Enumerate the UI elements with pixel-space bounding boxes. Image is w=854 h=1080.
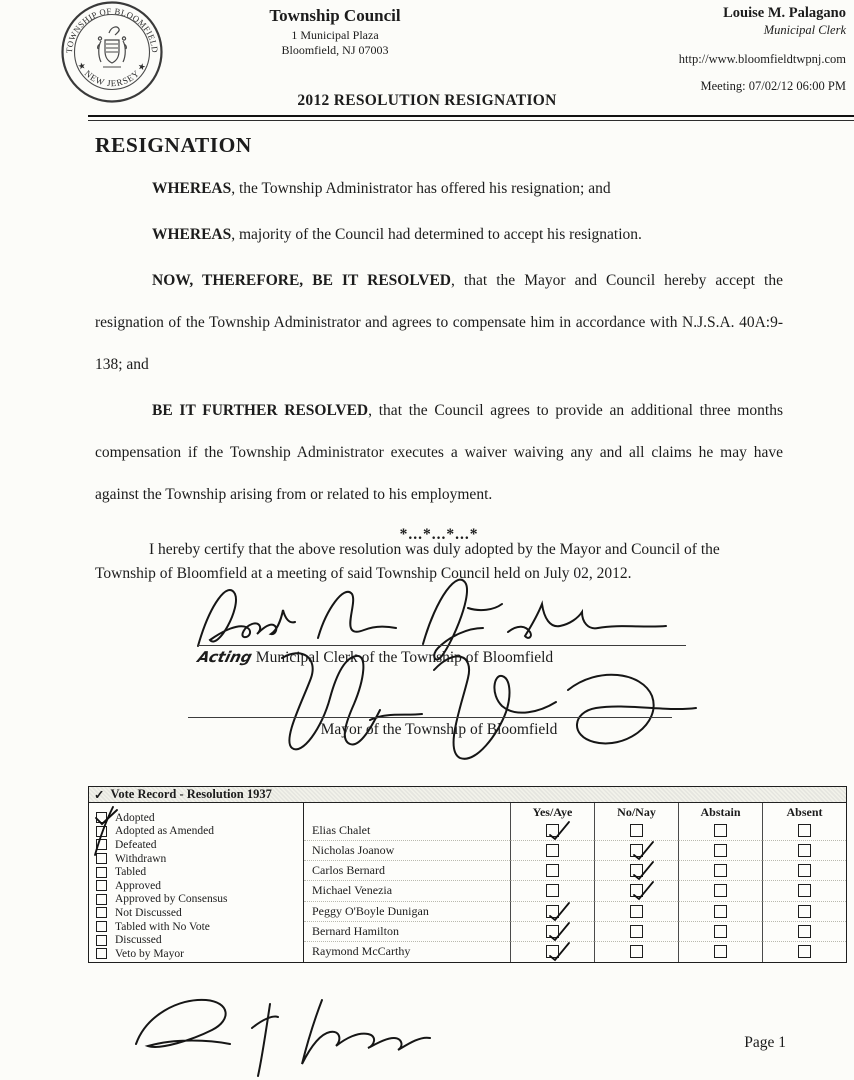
mayor-signature-label: Mayor of the Township of Bloomfield	[320, 721, 558, 738]
roll-header-spacer	[304, 803, 510, 821]
vote-checkbox[interactable]	[546, 844, 559, 857]
vote-cell	[510, 841, 594, 861]
paragraph-lead: WHEREAS	[152, 226, 232, 243]
vote-cell	[762, 861, 846, 881]
vote-column-header: Absent	[762, 803, 846, 821]
paragraph-whereas-1	[95, 168, 783, 210]
vote-status-option	[96, 933, 303, 947]
vote-checkbox[interactable]	[630, 884, 643, 897]
website-text: http://www.bloomfieldtwpnj.com	[678, 52, 846, 66]
status-checkbox[interactable]	[96, 907, 107, 918]
clerk-signature-line	[198, 645, 686, 646]
asterisk-separator: *...*...*...*	[399, 526, 479, 543]
document-title: 2012 RESOLUTION RESIGNATION	[297, 92, 557, 109]
vote-roll-grid	[304, 803, 846, 962]
vote-checkbox[interactable]	[546, 945, 559, 958]
vote-cell	[762, 841, 846, 861]
vote-checkbox[interactable]	[714, 864, 727, 877]
status-label: Defeated	[115, 838, 157, 851]
paragraph-text: , that the Mayor and Council hereby accept the resignation of the Township Administrator and agrees to compensate him in accordance with N.J.S.A. 40A:9-138; and	[95, 272, 783, 373]
resignation-heading: RESIGNATION	[95, 133, 252, 157]
council-header	[228, 6, 442, 58]
vote-checkbox[interactable]	[798, 864, 811, 877]
council-title: Township Council	[269, 6, 401, 25]
vote-cell	[762, 881, 846, 901]
vote-checkbox[interactable]	[798, 945, 811, 958]
clerk-label-text: Municipal Clerk of the Township of Bloomfield	[255, 649, 554, 666]
paragraph-whereas-2	[95, 214, 783, 256]
paragraph-lead: NOW, THEREFORE, BE IT RESOLVED	[152, 272, 451, 289]
clerk-name: Louise M. Palagano	[723, 5, 846, 21]
vote-checkbox[interactable]	[798, 925, 811, 938]
checkmark-icon: ✓	[94, 787, 105, 802]
status-checkbox[interactable]	[96, 921, 107, 932]
vote-column-header: No/Nay	[594, 803, 678, 821]
vote-status-list	[89, 803, 304, 962]
vote-checkbox[interactable]	[630, 925, 643, 938]
vote-cell	[678, 861, 762, 881]
meeting-datetime: Meeting: 07/02/12 06:00 PM	[700, 79, 846, 93]
vote-cell	[594, 922, 678, 942]
status-checkbox[interactable]	[96, 880, 107, 891]
member-name: Michael Venezia	[304, 881, 510, 901]
paragraph-resolved	[95, 260, 783, 386]
status-label: Adopted	[115, 811, 155, 824]
vote-checkbox[interactable]	[546, 824, 559, 837]
vote-checkbox[interactable]	[546, 864, 559, 877]
vote-cell	[762, 821, 846, 841]
vote-cell	[510, 821, 594, 841]
adopted-handwritten-check-icon	[90, 803, 126, 861]
clerk-signature-label	[195, 648, 554, 667]
certification-paragraph: I hereby certify that the above resolution was duly adopted by the Mayor and Council of the Township of Bloomfield at a meeting of said Township Council held on July 02, 2012.	[95, 541, 720, 582]
title-divider-rule	[88, 115, 854, 121]
vote-cell	[762, 922, 846, 942]
vote-checkbox[interactable]	[630, 905, 643, 918]
vote-status-option	[96, 865, 303, 879]
vote-cell	[510, 942, 594, 962]
paragraph-text: , the Township Administrator has offered his resignation; and	[231, 180, 611, 197]
status-label: Adopted as Amended	[115, 825, 215, 838]
status-checkbox[interactable]	[96, 935, 107, 946]
status-label: Approved by Consensus	[115, 893, 228, 906]
vote-cell	[678, 821, 762, 841]
vote-checkbox[interactable]	[714, 945, 727, 958]
vote-column-header: Abstain	[678, 803, 762, 821]
member-name: Bernard Hamilton	[304, 922, 510, 942]
vote-cell	[510, 861, 594, 881]
member-name: Peggy O'Boyle Dunigan	[304, 902, 510, 922]
clerk-header	[546, 5, 846, 94]
vote-cell	[678, 881, 762, 901]
council-address-line2: Bloomfield, NJ 07003	[281, 43, 389, 57]
vote-record-table	[88, 786, 847, 963]
status-label: Tabled	[115, 866, 147, 879]
seal-top-text: TOWNSHIP OF BLOOMFIELD	[63, 6, 161, 54]
vote-status-option	[96, 920, 303, 934]
paragraph-further-resolved	[95, 390, 783, 516]
svg-text:★ NEW JERSEY ★	[76, 60, 149, 88]
vote-checkbox[interactable]	[714, 824, 727, 837]
member-name: Carlos Bernard	[304, 861, 510, 881]
status-label: Tabled with No Vote	[115, 920, 210, 933]
vote-checkbox[interactable]	[714, 925, 727, 938]
vote-cell	[762, 902, 846, 922]
paragraph-text: , majority of the Council had determined to accept his resignation.	[231, 226, 642, 243]
status-label: Veto by Mayor	[115, 947, 184, 960]
vote-checkbox[interactable]	[714, 905, 727, 918]
clerk-title: Municipal Clerk	[763, 23, 846, 37]
paragraph-lead: BE IT FURTHER RESOLVED	[152, 402, 369, 419]
council-address-line1: 1 Municipal Plaza	[291, 28, 379, 42]
member-name: Nicholas Joanow	[304, 841, 510, 861]
coat-of-arms-icon	[98, 27, 127, 67]
vote-checkbox[interactable]	[798, 905, 811, 918]
vote-checkbox[interactable]	[714, 884, 727, 897]
status-checkbox[interactable]	[96, 894, 107, 905]
vote-status-option	[96, 879, 303, 893]
vote-status-option	[96, 906, 303, 920]
vote-status-option	[96, 947, 303, 961]
vote-cell	[678, 922, 762, 942]
paragraph-text: , that the Council agrees to provide an additional three months compensation if the Township Administrator executes a waiver waiving any and all claims he may have against the Township arising from or related to his employment.	[95, 402, 784, 503]
member-name: Elias Chalet	[304, 821, 510, 841]
acting-handwritten-note: Acting	[195, 648, 255, 666]
vote-checkbox[interactable]	[630, 945, 643, 958]
vote-checkbox[interactable]	[798, 884, 811, 897]
vote-cell	[594, 902, 678, 922]
resolution-body	[95, 168, 783, 554]
seal-bottom-text: ★ NEW JERSEY ★	[75, 60, 149, 89]
vote-status-option	[96, 852, 303, 866]
status-checkbox[interactable]	[96, 948, 107, 959]
township-seal	[60, 0, 164, 104]
vote-cell	[678, 942, 762, 962]
vote-status-option	[96, 825, 303, 839]
vote-cell	[678, 841, 762, 861]
vote-status-option	[96, 811, 303, 825]
vote-checkbox[interactable]	[798, 824, 811, 837]
vote-record-title: Vote Record - Resolution 1937	[110, 787, 272, 801]
vote-cell	[678, 902, 762, 922]
member-name: Raymond McCarthy	[312, 944, 411, 959]
vote-column-header: Yes/Aye	[510, 803, 594, 821]
vote-checkbox[interactable]	[714, 844, 727, 857]
status-label: Withdrawn	[115, 852, 167, 865]
vote-record-body	[89, 803, 846, 962]
status-checkbox[interactable]	[96, 867, 107, 878]
vote-cell	[762, 942, 846, 962]
vote-checkbox[interactable]	[798, 844, 811, 857]
vote-status-option	[96, 893, 303, 907]
vote-cell	[594, 881, 678, 901]
mayor-signature-line	[188, 717, 672, 718]
status-label: Not Discussed	[115, 906, 182, 919]
page-number: Page 1	[744, 1034, 786, 1051]
paragraph-lead: WHEREAS	[152, 180, 232, 197]
vote-status-option	[96, 838, 303, 852]
vote-record-header	[89, 787, 846, 803]
bottom-handwritten-signature	[118, 986, 488, 1080]
vote-cell	[594, 942, 678, 962]
status-label: Discussed	[115, 934, 162, 947]
status-label: Approved	[115, 879, 161, 892]
